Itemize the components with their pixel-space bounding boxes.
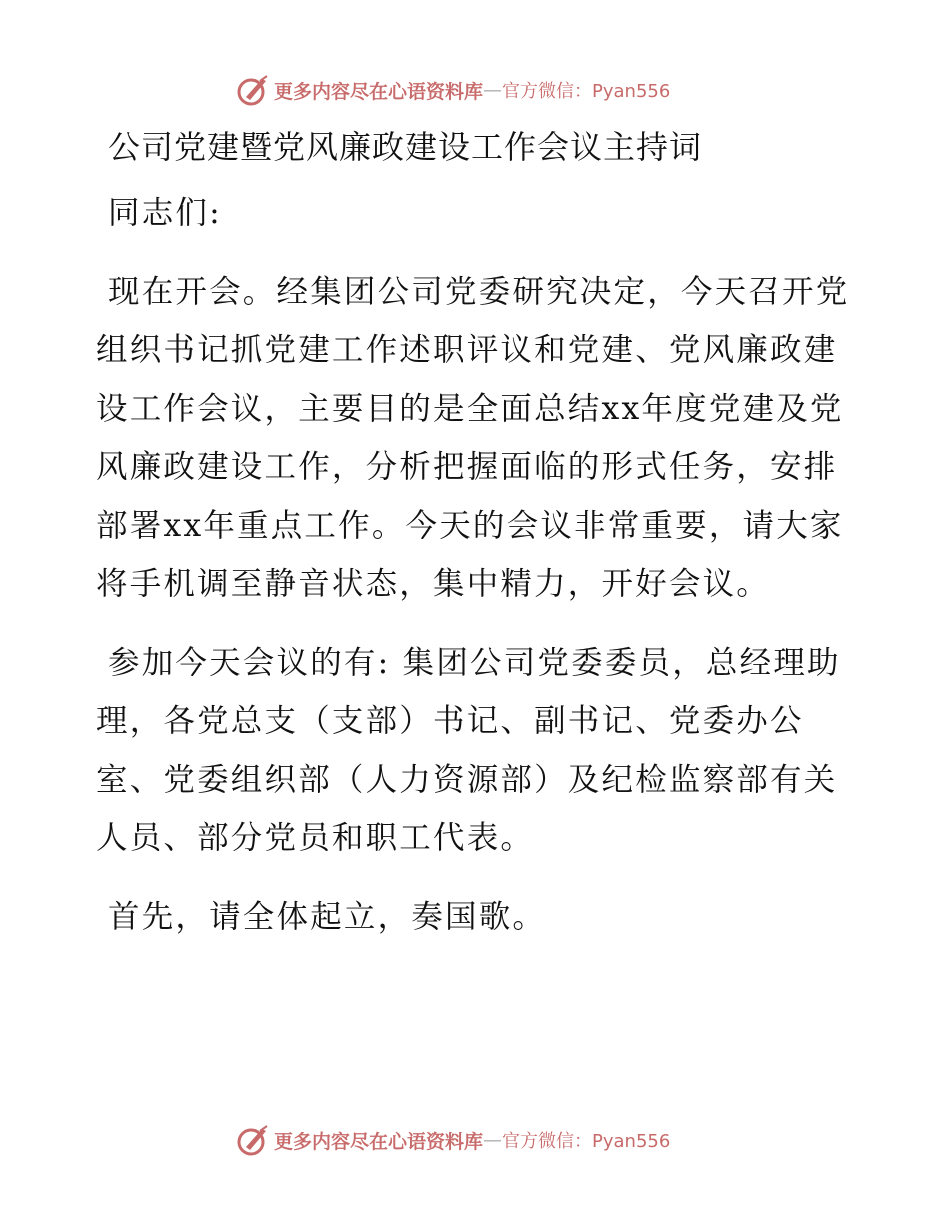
paragraph-opening: 现在开会。经集团公司党委研究决定，今天召开党组织书记抓党建工作述职评议和党建、党风廉政建设工作会议，主要目的是全面总结xx年度党建及党风廉政建设工作，分析把握面临的形式任务，安排部署xx年重点工作。今天的会议非常重要，请大家将手机调至静音状态，集中精力，开好会议。 [96, 273, 850, 602]
paragraph-anthem: 首先，请全体起立，奏国歌。 [108, 898, 547, 935]
watermark-contact-text: 官方微信：Pyan556 [502, 1131, 671, 1152]
watermark-brand-text: 更多内容尽在心语资料库 [274, 80, 484, 103]
header-watermark [236, 72, 670, 108]
watermark-separator: — [483, 79, 503, 101]
watermark-contact-text: 官方微信：Pyan556 [502, 81, 671, 102]
quill-pen-logo-icon [236, 73, 270, 107]
document-body [96, 124, 856, 946]
watermark-separator: — [483, 1129, 503, 1151]
document-title: 公司党建暨党风廉政建设工作会议主持词 [108, 128, 703, 166]
quill-pen-logo-icon [236, 1123, 270, 1157]
paragraph-attendees: 参加今天会议的有: 集团公司党委委员，总经理助理，各党总支（支部）书记、副书记、党委办公室、党委组织部（人力资源部）及纪检监察部有关人员、部分党员和职工代表。 [96, 644, 841, 856]
greeting: 同志们: [108, 195, 222, 231]
footer-watermark [236, 1122, 670, 1158]
watermark-brand-text: 更多内容尽在心语资料库 [274, 1130, 484, 1153]
